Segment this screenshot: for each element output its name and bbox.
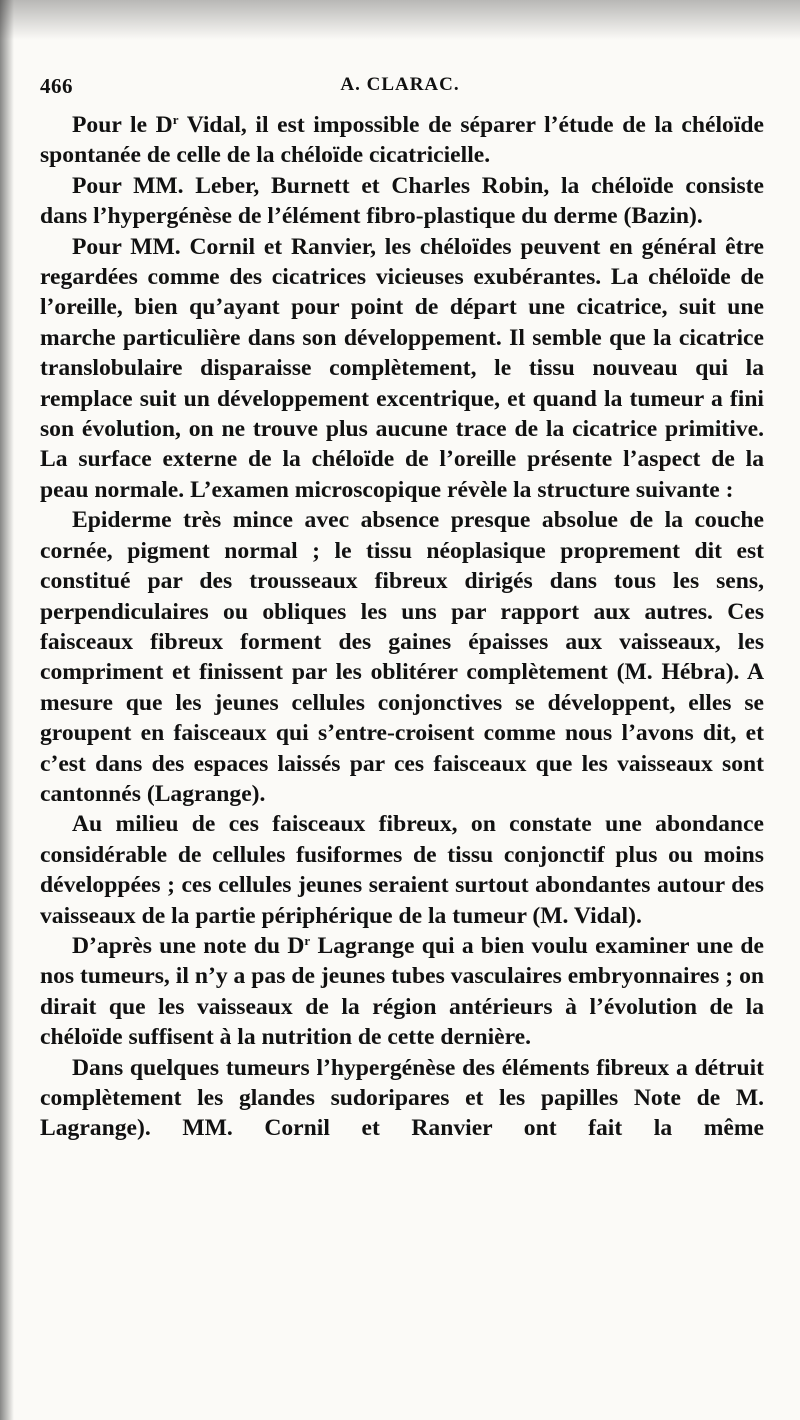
bleed-through-footer bbox=[100, 1345, 720, 1365]
paragraph-cornil-ranvier: Pour MM. Cornil et Ranvier, les chéloïdes peuvent en général être regardées comme des cicatrices vicieuses exubérantes. La chéloïde de l’oreille, bien qu’ayant pour point de départ une cicatrice, suit une marche particulière dans son développement. Il semble que la cicatrice translobulaire disparaisse complètement, le tissu nouveau qui la remplace suit un développement excentrique, et quand la tumeur a fini son évolution, on ne trouve plus aucune trace de la cicatrice primitive. La surface externe de la chéloïde de l’oreille présente l’aspect de la peau normale. L’examen microscopique révèle la structure suivante : bbox=[40, 233, 764, 503]
running-head bbox=[40, 74, 760, 104]
paragraph-leber-burnett-robin: Pour MM. Leber, Burnett et Charles Robin, la chéloïde consiste dans l’hypergénèse de l’élément fibro-plastique du derme (Bazin). bbox=[40, 172, 764, 230]
paragraph-milieu-faisceaux: Au milieu de ces faisceaux fibreux, on constate une abondance considérable de cellules fusiformes de tissu conjonctif plus ou moins développées ; ces cellules jeunes seraient surtout abondantes autour des vaisseaux de la partie périphérique de la tumeur (M. Vidal). bbox=[40, 811, 764, 929]
paragraph-epiderme: Epiderme très mince avec absence presque absolue de la couche cornée, pigment normal ; le tissu néoplasique proprement dit est constitué par des trousseaux fibreux dirigés dans tous les sens, perpendiculaires ou obliques les uns par rapport aux autres. Ces faisceaux fibreux forment des gaines épaisses aux vaisseaux, les compriment et finissent par les oblitérer complètement (M. Hébra). A mesure que les jeunes cellules conjonctives se développent, elles se groupent en faisceaux qui s’entre-croisent comme nous l’avons dit, et c’est dans des espaces laissés par ces faisceaux que les vaisseaux sont cantonnés (Lagrange). bbox=[40, 507, 764, 807]
paragraph-vidal: Pour le $D^r$ Vidal, il est impossible de séparer l’étude de la chéloïde spontanée de celle de la chéloïde cicatricielle. bbox=[40, 112, 764, 169]
body-text bbox=[40, 110, 764, 1144]
scan-shadow-left bbox=[0, 0, 14, 1420]
scan-shadow-top bbox=[0, 0, 800, 40]
page-number: 466 bbox=[40, 74, 73, 98]
paragraph-quelques-tumeurs: Dans quelques tumeurs l’hypergénèse des éléments fibreux a détruit complètement les glandes sudoripares et les papilles Note de M. Lagrange). MM. Cornil et Ranvier ont fait la même bbox=[40, 1054, 764, 1142]
paragraph-lagrange-note: D’après une note du $D^r$ Lagrange qui a bien voulu examiner une de nos tumeurs, il n’y a pas de jeunes tubes vasculaires embryonnaires ; on dirait que les vaisseaux de la région antérieurs à l’évolution de la chéloïde suffisent à la nutrition de cette dernière. bbox=[40, 932, 764, 1051]
running-head-author: A. CLARAC. bbox=[340, 74, 460, 95]
